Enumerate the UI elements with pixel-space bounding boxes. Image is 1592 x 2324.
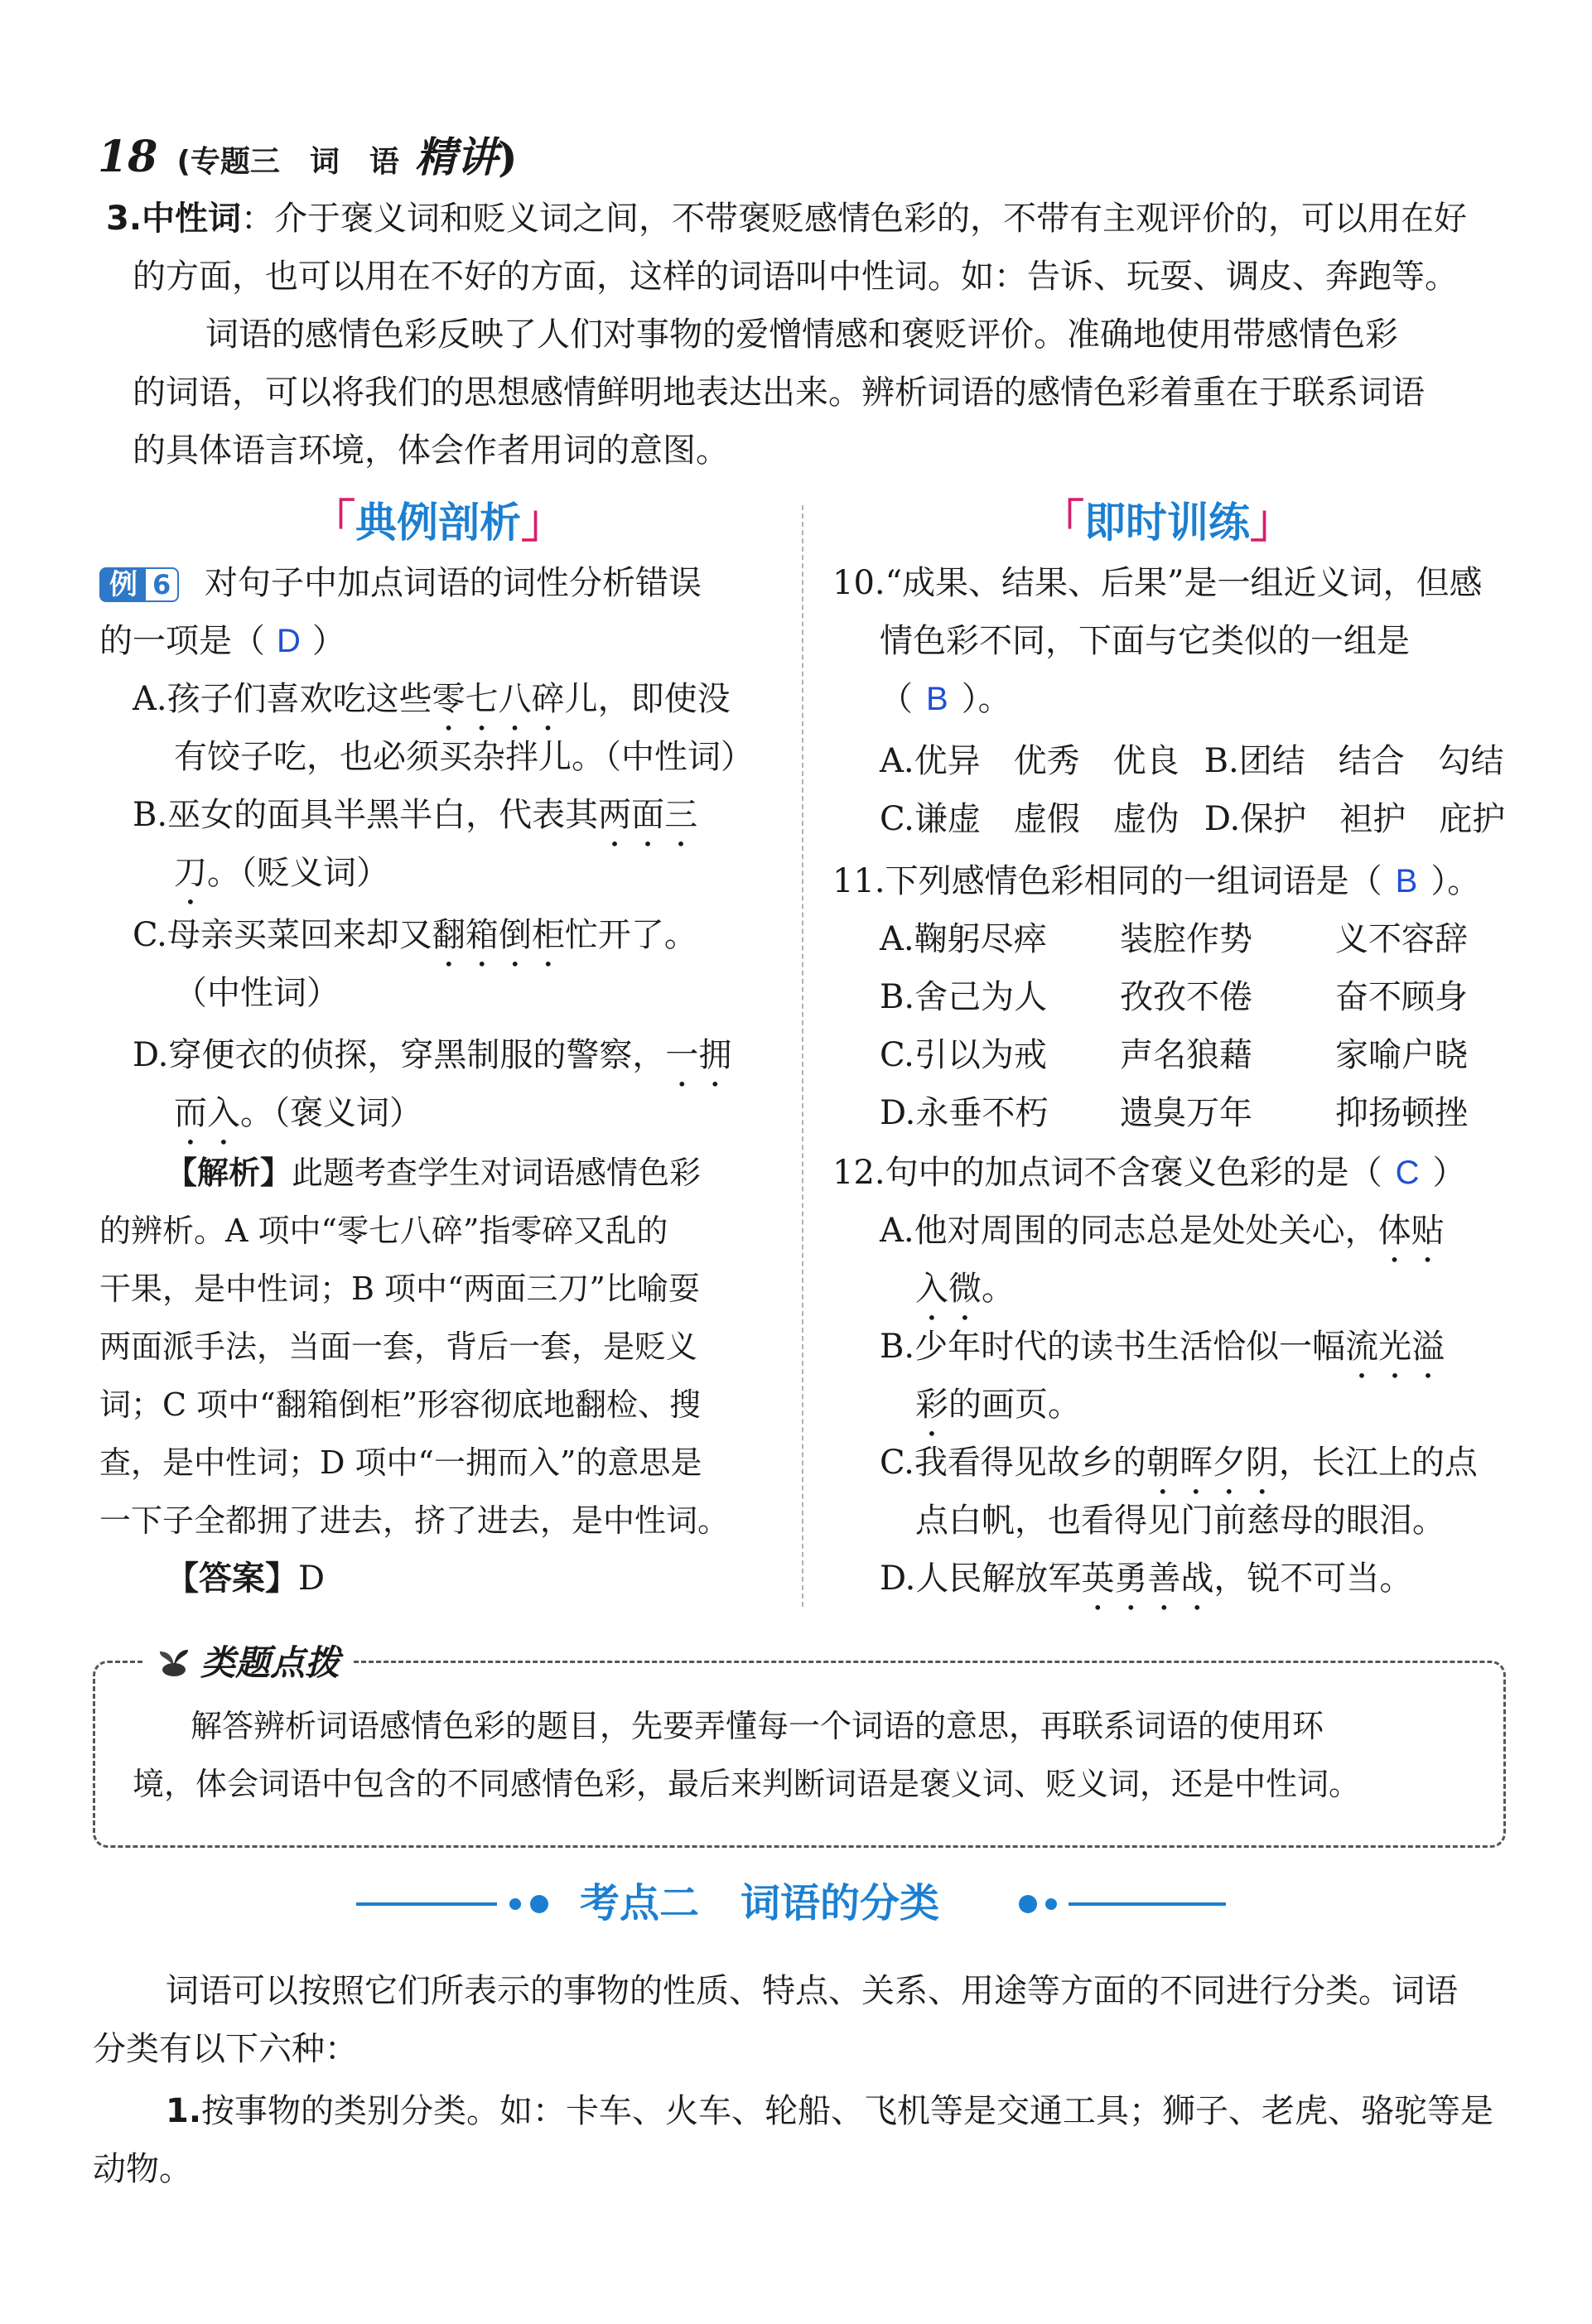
analysis-block: 【解析】此题考查学生对词语感情色彩: [166, 1155, 702, 1191]
decor-dot: [1045, 1898, 1057, 1910]
tip-line-2: 境，体会词语中包含的不同感情色彩，最后来判断词语是褒义词、贬义词，还是中性词。: [133, 1766, 1361, 1802]
q11-row: A.鞠躬尽瘁 装腔作势 义不容辞: [880, 920, 1468, 958]
decor-dot: [509, 1898, 521, 1910]
example-badge: 例: [99, 567, 144, 602]
page-number: 18: [98, 132, 158, 182]
kaodian-heading: 考点二 词语的分类: [580, 1880, 940, 1926]
intro-line-3: 词语的感情色彩反映了人们对事物的爱憎情感和褒贬评价。准确地使用带感情色彩: [205, 316, 1398, 354]
term-label: 3.中性词: [106, 200, 242, 238]
chapter-title: (专题三 词 语: [176, 145, 399, 179]
section-title-jishi: 「即时训练」: [1040, 495, 1295, 547]
q11-row: B.舍己为人 孜孜不倦 奋不顾身: [880, 978, 1468, 1016]
example-question: 例 6 对句子中加点词语的词性分析错误: [99, 563, 702, 603]
jingjiang-logo: 精讲: [415, 133, 499, 181]
sprout-icon: [157, 1643, 191, 1678]
decor-line-right: [1069, 1902, 1226, 1906]
q11-row: D.永垂不朽 遗臭万年 抑扬顿挫: [880, 1094, 1468, 1132]
tip-box: [93, 1661, 1506, 1848]
decor-dot: [530, 1895, 548, 1913]
tip-line-1: 解答辨析词语感情色彩的题目，先要弄懂每一个词语的意思，再联系词语的使用环: [191, 1708, 1324, 1744]
bottom-line-4: 动物。: [93, 2150, 192, 2188]
option-b: B.巫女的面具半黑半白，代表其两面三: [133, 796, 698, 834]
tip-title: 类题点拨: [145, 1636, 351, 1685]
bottom-line-2: 分类有以下六种：: [93, 2030, 358, 2068]
q11-row: C.引以为戒 声名狼藉 家喻户晓: [880, 1036, 1468, 1074]
column-divider: [802, 505, 803, 1607]
q11: 11.下列感情色彩相同的一组词语是（ B ）。: [832, 862, 1481, 900]
answer-block: 【答案】D: [166, 1560, 326, 1598]
q10: 10.“成果、结果、后果”是一组近义词，但感: [832, 564, 1483, 602]
example-number: 6: [144, 567, 179, 602]
intro-line-2: 的方面，也可以用在不好的方面，这样的词语叫中性词。如：告诉、玩耍、调皮、奔跑等。: [133, 258, 1458, 296]
intro-line-1: 3.中性词：介于褒义词和贬义词之间，不带褒贬感情色彩的，不带有主观评价的，可以用在好: [106, 200, 1468, 238]
option-c: C.母亲买菜回来却又翻箱倒柜忙开了。: [133, 916, 697, 954]
bottom-line-3: 1.按事物的类别分类。如：卡车、火车、轮船、飞机等是交通工具；狮子、老虎、骆驼等是: [166, 2092, 1494, 2130]
answer-mark: D: [277, 623, 301, 659]
decor-line-left: [356, 1902, 497, 1906]
page-header: 18 (专题三 词 语 精讲): [98, 132, 518, 182]
q12: 12.句中的加点词不含褒义色彩的是（ C ）: [832, 1154, 1466, 1192]
intro-line-4: 的词语，可以将我们的思想感情鲜明地表达出来。辨析词语的感情色彩着重在于联系词语: [133, 374, 1425, 412]
intro-line-5: 的具体语言环境，体会作者用词的意图。: [133, 432, 729, 470]
bottom-line-1: 词语可以按照它们所表示的事物的性质、特点、关系、用途等方面的不同进行分类。词语: [166, 1972, 1458, 2010]
option-d: D.穿便衣的侦探，穿黑制服的警察，一拥: [133, 1036, 732, 1074]
option-a: A.孩子们喜欢吃这些零七八碎儿，即使没: [133, 680, 731, 718]
section-title-dianli: 「典例剖析」: [311, 495, 566, 547]
decor-dot: [1019, 1895, 1037, 1913]
